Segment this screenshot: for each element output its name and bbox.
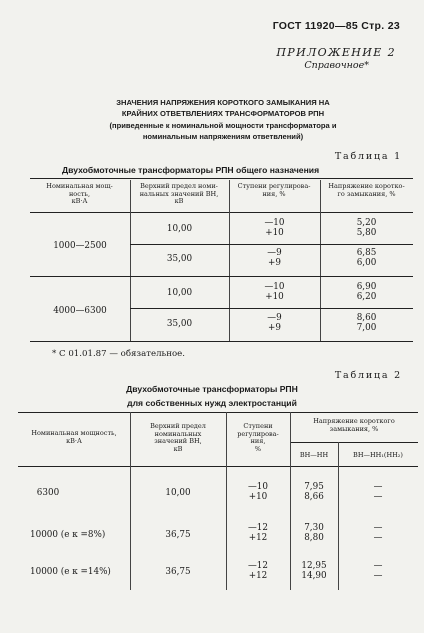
table1-hv: 35,00	[166, 254, 193, 264]
table1-bottom-rule	[30, 341, 413, 342]
table2-header-uk-b: ВН—НН₁(НН₂)	[353, 451, 403, 459]
table2-step-value: —12	[248, 561, 268, 571]
table2-header-steps: Ступени регулирова- ния, %	[237, 422, 279, 453]
table1-uk-value: 6,90	[356, 282, 377, 292]
table1-group-rule	[30, 276, 413, 277]
table1-uk	[320, 283, 413, 302]
table1-uk-value: 5,20	[356, 218, 377, 228]
table1-uk-value: 6,20	[356, 291, 377, 302]
footnote: * С 01.01.87 — обязательное.	[52, 349, 185, 359]
section-title-line-2: КРАЙНИХ ОТВЕТВЛЕНИЯХ ТРАНСФОРМАТОРОВ РПН	[121, 109, 325, 118]
table2-uk-b-value: —	[373, 532, 383, 543]
table2-header-uk: Напряжение короткого замыкания, %	[313, 417, 395, 433]
table2-step-value: —10	[248, 482, 268, 492]
table1-power: 4000—6300	[53, 306, 107, 316]
table1-subtitle: Двухобмоточные трансформаторы РПН общего назначения	[62, 165, 320, 175]
table2-header-rule	[18, 466, 418, 467]
table1-label: Таблица 1	[334, 151, 402, 162]
table2-uk-b-value: —	[373, 570, 383, 581]
table2-top-rule	[18, 412, 418, 413]
table2-uk-a-value: 7,95	[304, 482, 324, 492]
table2-step-value: —12	[248, 523, 268, 533]
table1-step-value: +9	[268, 257, 281, 268]
table2-uk-b	[338, 562, 418, 581]
table1-steps	[229, 314, 320, 333]
table2-subtitle-line-2: для собственных нужд электростанций	[127, 398, 297, 408]
table2-steps	[226, 483, 290, 502]
table1-uk	[320, 249, 413, 268]
table2-uk-b-value: —	[373, 482, 383, 492]
table2-header-uk-a: ВН—НН	[299, 451, 329, 459]
section-title-line-1: ЗНАЧЕНИЯ НАПРЯЖЕНИЯ КОРОТКОГО ЗАМЫКАНИЯ НА	[116, 98, 330, 107]
table2-uk-a	[290, 524, 338, 543]
table1-uk-value: 5,80	[356, 227, 377, 238]
table2-header-hv: Верхний предел номинальных значений ВН, кВ	[150, 422, 206, 453]
table2-uk-a-value: 8,66	[304, 491, 324, 502]
table1-hv: 35,00	[166, 319, 193, 329]
table1-header-power: Номинальная мощ- ность, кВ·А	[46, 182, 113, 206]
table1-steps	[229, 249, 320, 268]
table1-header-row	[30, 180, 413, 204]
table1-uk-value: 6,85	[356, 248, 377, 258]
page-header: ГОСТ 11920—85 Стр. 23	[272, 20, 400, 32]
table1-header-rule	[30, 212, 413, 213]
table2-uk-b-value: —	[373, 561, 383, 571]
table2-uk-a	[290, 562, 338, 581]
table1-uk	[320, 314, 413, 333]
table1-steps	[229, 219, 320, 238]
table1-step-value: —9	[267, 248, 282, 258]
appendix-title: ПРИЛОЖЕНИЕ 2	[276, 46, 396, 59]
table1-step-value: +10	[265, 227, 284, 238]
table2-uk-a-value: 14,90	[301, 570, 327, 581]
table1-header-uk: Напряжение коротко- го замыкания, %	[328, 182, 405, 198]
table2-uk-a-value: 12,95	[301, 561, 327, 571]
table1-row-rule	[130, 244, 413, 245]
table1-header-hv: Верхний предел номи- нальных значений ВН, кВ	[139, 182, 219, 206]
table1-top-rule	[30, 178, 413, 179]
table1-hv: 10,00	[166, 224, 193, 234]
table1-step-value: +9	[268, 322, 281, 333]
table2-hv: 36,75	[165, 530, 191, 540]
appendix-reference: Справочное*	[304, 60, 369, 71]
table2-uk-b-value: —	[373, 523, 383, 533]
section-title-line-4: номинальным напряжениям ответвлений)	[142, 132, 304, 141]
table2-power: 6300	[36, 488, 60, 498]
table1-step-value: +10	[265, 291, 284, 302]
table1-step-value: —10	[264, 282, 285, 292]
table1-uk-value: 6,00	[356, 257, 377, 268]
table2-step-value: +12	[248, 570, 268, 581]
table2-label: Таблица 2	[334, 370, 402, 381]
table1-uk-value: 8,60	[356, 313, 377, 323]
table2-uk-a-value: 8,80	[304, 532, 324, 543]
table2-uk-a	[290, 483, 338, 502]
table2-step-value: +12	[248, 532, 268, 543]
table1-uk	[320, 219, 413, 238]
section-title-line-3: (приведенные к номинальной мощности трансформатора и	[109, 121, 337, 130]
table2-power: 10000 (e к =8%)	[30, 530, 106, 540]
table2-steps	[226, 524, 290, 543]
table2-header-power: Номинальная мощность, кВ·А	[31, 429, 117, 445]
table1-header-steps: Ступени регулирова- ния, %	[237, 182, 311, 198]
table2-uk-a-value: 7,30	[304, 523, 324, 533]
table2-uk-b-value: —	[373, 491, 383, 502]
table1-hv: 10,00	[166, 288, 193, 298]
table2-steps	[226, 562, 290, 581]
table2-power: 10000 (e к =14%)	[30, 567, 111, 577]
table2-subtitle-line-1: Двухобмоточные трансформаторы РПН	[126, 384, 298, 394]
table2-hv: 36,75	[165, 567, 191, 577]
table2-hv: 10,00	[165, 488, 191, 498]
table2-uk-b	[338, 483, 418, 502]
table2-uk-b	[338, 524, 418, 543]
table1-uk-value: 7,00	[356, 322, 377, 333]
table1-power: 1000—2500	[53, 241, 107, 251]
table1-step-value: —9	[267, 313, 282, 323]
table1-row-rule	[130, 308, 413, 309]
table2-col-divider	[130, 412, 131, 590]
table1-step-value: —10	[264, 218, 285, 228]
table1-steps	[229, 283, 320, 302]
table2-uk-subheader-rule	[290, 442, 418, 443]
table2-step-value: +10	[248, 491, 268, 502]
